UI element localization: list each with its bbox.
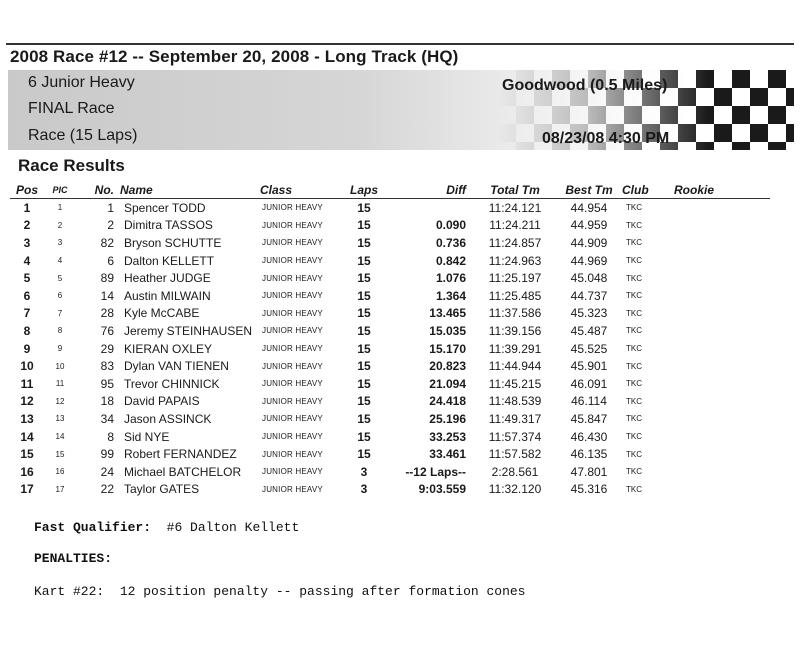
- cell-pos: 10: [20, 359, 34, 374]
- session-name: FINAL Race: [28, 100, 115, 117]
- cell-name: Trevor CHINNICK: [124, 376, 220, 391]
- cell-laps: 15: [357, 271, 371, 286]
- cell-pos: 6: [23, 288, 31, 303]
- cell-class: JUNIOR HEAVY: [262, 256, 323, 266]
- cell-total: 11:24.857: [488, 235, 542, 250]
- cell-no: 24: [100, 464, 114, 479]
- cell-laps: 15: [357, 288, 371, 303]
- table-row: [10, 463, 770, 481]
- col-pic: PIC: [44, 182, 76, 199]
- col-name: Name: [120, 182, 260, 199]
- cell-pic: 13: [55, 414, 65, 424]
- cell-name: Spencer TODD: [124, 200, 206, 215]
- cell-no: 18: [100, 394, 114, 409]
- cell-rookie: [674, 322, 770, 340]
- race-laps: Race (15 Laps): [28, 127, 138, 144]
- cell-rookie: [674, 428, 770, 446]
- cell-no: 95: [100, 376, 114, 391]
- cell-rookie: [674, 287, 770, 305]
- cell-club: TKC: [626, 273, 642, 283]
- cell-best: 46.135: [570, 447, 608, 462]
- cell-rookie: [674, 393, 770, 411]
- cell-no: 8: [107, 429, 114, 444]
- cell-pic: 6: [57, 291, 63, 301]
- cell-total: 11:49.317: [488, 411, 542, 426]
- cell-best: 45.048: [570, 271, 608, 286]
- cell-laps: 15: [357, 394, 371, 409]
- cell-rookie: [674, 199, 770, 217]
- cell-diff: 0.842: [435, 253, 466, 268]
- cell-laps: 15: [357, 359, 371, 374]
- cell-rookie: [674, 217, 770, 235]
- table-row: [10, 287, 770, 305]
- cell-class: JUNIOR HEAVY: [262, 414, 323, 424]
- cell-club: TKC: [626, 291, 642, 301]
- cell-class: JUNIOR HEAVY: [262, 326, 323, 336]
- table-row: [10, 199, 770, 217]
- cell-pic: 15: [55, 449, 65, 459]
- cell-pic: 14: [55, 432, 65, 442]
- cell-class: JUNIOR HEAVY: [262, 484, 323, 494]
- cell-name: Jason ASSINCK: [124, 411, 212, 426]
- cell-diff: [382, 199, 474, 217]
- cell-diff: 0.090: [435, 218, 466, 233]
- table-row: [10, 234, 770, 252]
- table-row: [10, 357, 770, 375]
- cell-name: Kyle McCABE: [124, 306, 200, 321]
- cell-rookie: [674, 375, 770, 393]
- date-time: 08/23/08 4:30 PM: [542, 130, 670, 147]
- cell-laps: 15: [357, 306, 371, 321]
- cell-pos: 8: [23, 323, 31, 338]
- cell-class: JUNIOR HEAVY: [262, 203, 323, 213]
- col-club: Club: [622, 182, 674, 199]
- cell-total: 11:44.944: [488, 359, 542, 374]
- event-title: 2008 Race #12 -- September 20, 2008 - Long Track (HQ): [10, 47, 459, 66]
- cell-best: 45.847: [570, 411, 608, 426]
- cell-diff: 20.823: [429, 359, 466, 374]
- top-rule: [6, 43, 794, 45]
- cell-best: 45.487: [570, 323, 608, 338]
- table-row: [10, 393, 770, 411]
- cell-club: TKC: [626, 344, 642, 354]
- cell-no: 82: [100, 235, 114, 250]
- cell-total: 11:45.215: [488, 376, 542, 391]
- cell-pos: 4: [23, 253, 31, 268]
- cell-diff: 1.364: [435, 288, 466, 303]
- cell-pos: 17: [20, 482, 34, 497]
- cell-diff: 13.465: [429, 306, 466, 321]
- cell-laps: 15: [357, 429, 371, 444]
- cell-pic: 9: [57, 344, 63, 354]
- cell-diff: 25.196: [429, 411, 466, 426]
- cell-name: Dalton KELLETT: [124, 253, 215, 268]
- cell-rookie: [674, 252, 770, 270]
- cell-club: TKC: [626, 396, 642, 406]
- cell-rookie: [674, 234, 770, 252]
- cell-best: 46.430: [570, 429, 608, 444]
- cell-class: JUNIOR HEAVY: [262, 344, 323, 354]
- cell-rookie: [674, 463, 770, 481]
- cell-no: 83: [100, 359, 114, 374]
- cell-laps: 15: [357, 200, 371, 215]
- col-class: Class: [260, 182, 346, 199]
- cell-laps: 15: [357, 447, 371, 462]
- cell-no: 22: [100, 482, 114, 497]
- cell-rookie: [674, 269, 770, 287]
- penalties-heading: PENALTIES:: [34, 551, 113, 566]
- cell-no: 89: [100, 271, 114, 286]
- cell-best: 45.901: [570, 359, 608, 374]
- class-name: 6 Junior Heavy: [28, 74, 135, 91]
- cell-diff: --12 Laps--: [405, 464, 466, 479]
- cell-diff: 0.736: [435, 235, 466, 250]
- cell-class: JUNIOR HEAVY: [262, 396, 323, 406]
- cell-best: 44.909: [570, 235, 608, 250]
- cell-total: 11:24.211: [489, 218, 541, 233]
- cell-laps: 15: [357, 235, 371, 250]
- cell-pic: 3: [57, 238, 63, 248]
- cell-club: TKC: [626, 326, 642, 336]
- fast-qualifier: [34, 520, 299, 535]
- cell-pic: 17: [55, 484, 65, 494]
- results-header-row: [10, 182, 770, 199]
- cell-total: 11:24.963: [488, 253, 542, 268]
- cell-diff: 15.170: [429, 341, 466, 356]
- col-rookie: Rookie: [674, 182, 770, 199]
- cell-pos: 11: [20, 376, 34, 391]
- cell-name: Michael BATCHELOR: [124, 464, 242, 479]
- cell-name: Taylor GATES: [124, 482, 200, 497]
- cell-diff: 21.094: [429, 376, 466, 391]
- cell-class: JUNIOR HEAVY: [262, 220, 323, 230]
- cell-diff: 1.076: [435, 271, 466, 286]
- cell-club: TKC: [626, 467, 642, 477]
- cell-pos: 7: [23, 306, 31, 321]
- cell-no: 28: [100, 306, 114, 321]
- table-row: [10, 217, 770, 235]
- cell-pic: 12: [55, 396, 65, 406]
- cell-pos: 3: [23, 235, 31, 250]
- cell-laps: 15: [357, 218, 371, 233]
- cell-total: 11:32.120: [488, 482, 542, 497]
- cell-rookie: [674, 481, 770, 499]
- cell-no: 29: [100, 341, 114, 356]
- cell-diff: 24.418: [429, 394, 466, 409]
- cell-class: JUNIOR HEAVY: [262, 238, 323, 248]
- cell-diff: 15.035: [429, 323, 466, 338]
- table-row: [10, 375, 770, 393]
- fast-qualifier-value: #6 Dalton Kellett: [166, 520, 300, 535]
- cell-pic: 7: [57, 308, 63, 318]
- cell-club: TKC: [626, 449, 642, 459]
- cell-diff: 33.253: [429, 429, 466, 444]
- cell-no: 1: [107, 200, 114, 215]
- cell-club: TKC: [626, 484, 642, 494]
- cell-pos: 16: [20, 464, 34, 479]
- cell-pos: 14: [20, 429, 34, 444]
- table-row: [10, 252, 770, 270]
- table-row: [10, 269, 770, 287]
- cell-pic: 10: [55, 361, 65, 371]
- results-table: [10, 182, 770, 498]
- cell-best: 44.969: [570, 253, 608, 268]
- cell-best: 44.959: [570, 218, 608, 233]
- cell-laps: 3: [360, 464, 368, 479]
- cell-club: TKC: [626, 238, 642, 248]
- penalty-line: Kart #22: 12 position penalty -- passing after formation cones: [34, 584, 526, 599]
- cell-total: 11:37.586: [488, 306, 542, 321]
- cell-laps: 15: [357, 376, 371, 391]
- cell-club: TKC: [626, 203, 642, 213]
- cell-name: David PAPAIS: [124, 394, 200, 409]
- cell-total: 11:25.485: [488, 288, 542, 303]
- col-total: Total Tm: [474, 182, 556, 199]
- cell-club: TKC: [626, 256, 642, 266]
- cell-class: JUNIOR HEAVY: [262, 291, 323, 301]
- col-laps: Laps: [346, 182, 382, 199]
- table-row: [10, 340, 770, 358]
- cell-name: Dimitra TASSOS: [124, 218, 213, 233]
- cell-best: 46.091: [570, 376, 608, 391]
- cell-best: 44.954: [570, 200, 608, 215]
- cell-class: JUNIOR HEAVY: [262, 379, 323, 389]
- cell-total: 11:39.291: [488, 341, 542, 356]
- cell-best: 46.114: [571, 394, 607, 409]
- cell-name: Heather JUDGE: [124, 271, 211, 286]
- cell-pos: 5: [23, 271, 31, 286]
- cell-total: 11:57.582: [488, 447, 542, 462]
- cell-name: Sid NYE: [124, 429, 170, 444]
- cell-pic: 16: [55, 467, 65, 477]
- cell-class: JUNIOR HEAVY: [262, 361, 323, 371]
- cell-no: 34: [100, 411, 114, 426]
- cell-pos: 2: [23, 218, 31, 233]
- cell-laps: 15: [357, 323, 371, 338]
- table-row: [10, 410, 770, 428]
- col-no: No.: [76, 182, 120, 199]
- cell-total: 11:48.539: [488, 394, 542, 409]
- cell-pic: 8: [57, 326, 63, 336]
- cell-rookie: [674, 305, 770, 323]
- cell-pic: 4: [57, 256, 63, 266]
- table-row: [10, 322, 770, 340]
- cell-best: 44.737: [570, 288, 608, 303]
- col-best: Best Tm: [556, 182, 622, 199]
- col-diff: Diff: [382, 182, 474, 199]
- cell-best: 47.801: [570, 464, 608, 479]
- cell-no: 6: [107, 253, 114, 268]
- cell-pos: 15: [20, 447, 34, 462]
- cell-laps: 3: [360, 482, 368, 497]
- cell-pic: 5: [57, 273, 63, 283]
- cell-name: Robert FERNANDEZ: [124, 447, 237, 462]
- table-row: [10, 445, 770, 463]
- cell-rookie: [674, 357, 770, 375]
- track-name: Goodwood (0.5 Miles): [502, 77, 668, 94]
- cell-class: JUNIOR HEAVY: [262, 308, 323, 318]
- cell-rookie: [674, 410, 770, 428]
- cell-name: Jeremy STEINHAUSEN: [124, 323, 253, 338]
- cell-no: 76: [100, 323, 114, 338]
- cell-pos: 12: [20, 394, 34, 409]
- header-band: [8, 70, 794, 150]
- cell-pic: 2: [57, 220, 63, 230]
- cell-class: JUNIOR HEAVY: [262, 467, 323, 477]
- cell-club: TKC: [626, 414, 642, 424]
- cell-club: TKC: [626, 308, 642, 318]
- cell-total: 11:25.197: [488, 271, 542, 286]
- cell-club: TKC: [626, 220, 642, 230]
- cell-class: JUNIOR HEAVY: [262, 449, 323, 459]
- cell-rookie: [674, 340, 770, 358]
- results-heading: Race Results: [18, 156, 125, 175]
- cell-club: TKC: [626, 379, 642, 389]
- cell-diff: 33.461: [429, 447, 466, 462]
- cell-club: TKC: [626, 361, 642, 371]
- cell-pos: 9: [23, 341, 31, 356]
- cell-club: TKC: [626, 432, 642, 442]
- cell-pos: 13: [20, 411, 34, 426]
- cell-laps: 15: [357, 411, 371, 426]
- cell-no: 99: [100, 447, 114, 462]
- cell-laps: 15: [357, 253, 371, 268]
- cell-name: Bryson SCHUTTE: [124, 235, 222, 250]
- cell-total: 11:24.121: [488, 200, 542, 215]
- cell-class: JUNIOR HEAVY: [262, 273, 323, 283]
- fast-qualifier-label: Fast Qualifier:: [34, 520, 152, 535]
- cell-total: 2:28.561: [491, 464, 539, 479]
- cell-pic: 11: [55, 379, 65, 389]
- cell-name: Dylan VAN TIENEN: [124, 359, 229, 374]
- cell-laps: 15: [357, 341, 371, 356]
- table-row: [10, 481, 770, 499]
- cell-pic: 1: [57, 203, 63, 213]
- cell-diff: 9:03.559: [418, 482, 466, 497]
- cell-no: 14: [100, 288, 114, 303]
- cell-best: 45.525: [570, 341, 608, 356]
- table-row: [10, 428, 770, 446]
- cell-rookie: [674, 445, 770, 463]
- table-row: [10, 305, 770, 323]
- cell-best: 45.323: [570, 306, 608, 321]
- cell-name: KIERAN OXLEY: [124, 341, 213, 356]
- cell-total: 11:39.156: [488, 323, 542, 338]
- cell-class: JUNIOR HEAVY: [262, 432, 323, 442]
- cell-total: 11:57.374: [488, 429, 542, 444]
- col-pos: Pos: [10, 182, 44, 199]
- cell-no: 2: [107, 218, 114, 233]
- cell-best: 45.316: [570, 482, 608, 497]
- cell-name: Austin MILWAIN: [124, 288, 211, 303]
- cell-pos: 1: [23, 200, 31, 215]
